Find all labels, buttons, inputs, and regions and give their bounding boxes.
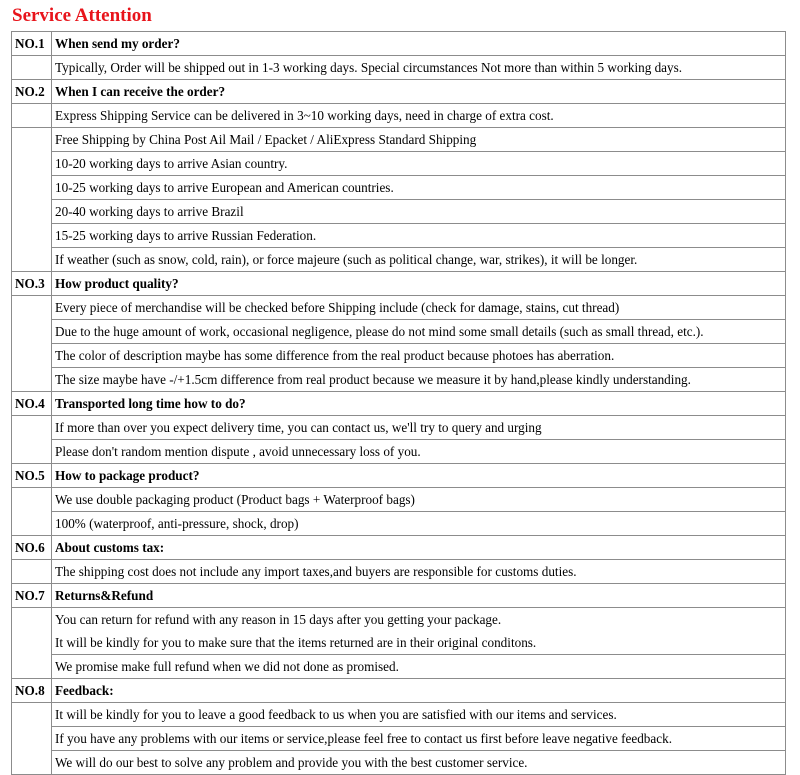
number-cell-empty	[12, 56, 52, 80]
section-row	[12, 560, 786, 584]
section-header-6	[12, 536, 786, 560]
section-number: NO.5	[12, 464, 52, 488]
section-number: NO.6	[12, 536, 52, 560]
section-row	[12, 248, 786, 272]
section-row	[12, 320, 786, 344]
section-line: The size maybe have -/+1.5cm difference from real product because we measure it by hand,please kindly understanding.	[52, 368, 786, 392]
section-row	[12, 344, 786, 368]
section-header-8	[12, 679, 786, 703]
number-cell-empty	[12, 296, 52, 392]
section-line: If weather (such as snow, cold, rain), or force majeure (such as political change, war, strikes), it will be longer.	[52, 248, 786, 272]
section-row	[12, 703, 786, 727]
section-question: When send my order?	[52, 32, 786, 56]
section-question: About customs tax:	[52, 536, 786, 560]
section-line: 10-25 working days to arrive European and American countries.	[52, 176, 786, 200]
section-number: NO.1	[12, 32, 52, 56]
section-number: NO.3	[12, 272, 52, 296]
section-row	[12, 727, 786, 751]
section-row	[12, 655, 786, 679]
section-header-5	[12, 464, 786, 488]
section-number: NO.7	[12, 584, 52, 608]
section-line: We will do our best to solve any problem and provide you with the best customer service.	[52, 751, 786, 775]
section-line: If you have any problems with our items or service,please feel free to contact us first before leave negative feedback.	[52, 727, 786, 751]
section-line: 20-40 working days to arrive Brazil	[52, 200, 786, 224]
section-number: NO.4	[12, 392, 52, 416]
number-cell-empty	[12, 104, 52, 128]
section-line: Due to the huge amount of work, occasional negligence, please do not mind some small details (such as small thread, etc.).	[52, 320, 786, 344]
section-row	[12, 104, 786, 128]
section-row	[12, 296, 786, 320]
section-row	[12, 200, 786, 224]
section-line: Free Shipping by China Post Ail Mail / Epacket / AliExpress Standard Shipping	[52, 128, 786, 152]
section-row	[12, 56, 786, 80]
number-cell-empty	[12, 608, 52, 679]
section-row	[12, 128, 786, 152]
number-cell-empty	[12, 560, 52, 584]
section-line: We use double packaging product (Product bags + Waterproof bags)	[52, 488, 786, 512]
section-question: Transported long time how to do?	[52, 392, 786, 416]
section-header-7	[12, 584, 786, 608]
section-row	[12, 488, 786, 512]
section-line: If more than over you expect delivery time, you can contact us, we'll try to query and urging	[52, 416, 786, 440]
section-line: Every piece of merchandise will be checked before Shipping include (check for damage, stains, cut thread)	[52, 296, 786, 320]
section-row	[12, 416, 786, 440]
section-line: Please don't random mention dispute , avoid unnecessary loss of you.	[52, 440, 786, 464]
section-line: The shipping cost does not include any import taxes,and buyers are responsible for customs duties.	[52, 560, 786, 584]
section-question: How product quality?	[52, 272, 786, 296]
section-row	[12, 440, 786, 464]
refund-line: It will be kindly for you to make sure that the items returned are in their original conditons.	[55, 635, 537, 650]
section-header-2	[12, 80, 786, 104]
number-cell-empty	[12, 488, 52, 536]
number-cell-empty	[12, 128, 52, 272]
section-question: Returns&Refund	[52, 584, 786, 608]
section-question: Feedback:	[52, 679, 786, 703]
section-line: We promise make full refund when we did not done as promised.	[52, 655, 786, 679]
section-header-4	[12, 392, 786, 416]
section-line-multi	[52, 608, 786, 655]
section-row	[12, 152, 786, 176]
number-cell-empty	[12, 416, 52, 464]
section-line: 10-20 working days to arrive Asian country.	[52, 152, 786, 176]
section-row	[12, 751, 786, 775]
section-line: 100% (waterproof, anti-pressure, shock, drop)	[52, 512, 786, 536]
page-title: Service Attention	[12, 5, 152, 26]
section-row	[12, 512, 786, 536]
section-number: NO.8	[12, 679, 52, 703]
section-question: When I can receive the order?	[52, 80, 786, 104]
section-header-1	[12, 32, 786, 56]
section-line: It will be kindly for you to leave a good feedback to us when you are satisfied with our items and services.	[52, 703, 786, 727]
section-line: 15-25 working days to arrive Russian Federation.	[52, 224, 786, 248]
section-question: How to package product?	[52, 464, 786, 488]
section-number: NO.2	[12, 80, 52, 104]
section-row	[12, 368, 786, 392]
section-header-3	[12, 272, 786, 296]
section-line: The color of description maybe has some difference from the real product because photoes has aberration.	[52, 344, 786, 368]
section-line: Express Shipping Service can be delivered in 3~10 working days, need in charge of extra cost.	[52, 104, 786, 128]
service-table	[11, 31, 786, 775]
section-line: Typically, Order will be shipped out in 1-3 working days. Special circumstances Not more than within 5 working days.	[52, 56, 786, 80]
section-row	[12, 224, 786, 248]
number-cell-empty	[12, 703, 52, 775]
refund-line: You can return for refund with any reason in 15 days after you getting your package.	[55, 612, 502, 627]
section-row	[12, 608, 786, 655]
section-row	[12, 176, 786, 200]
